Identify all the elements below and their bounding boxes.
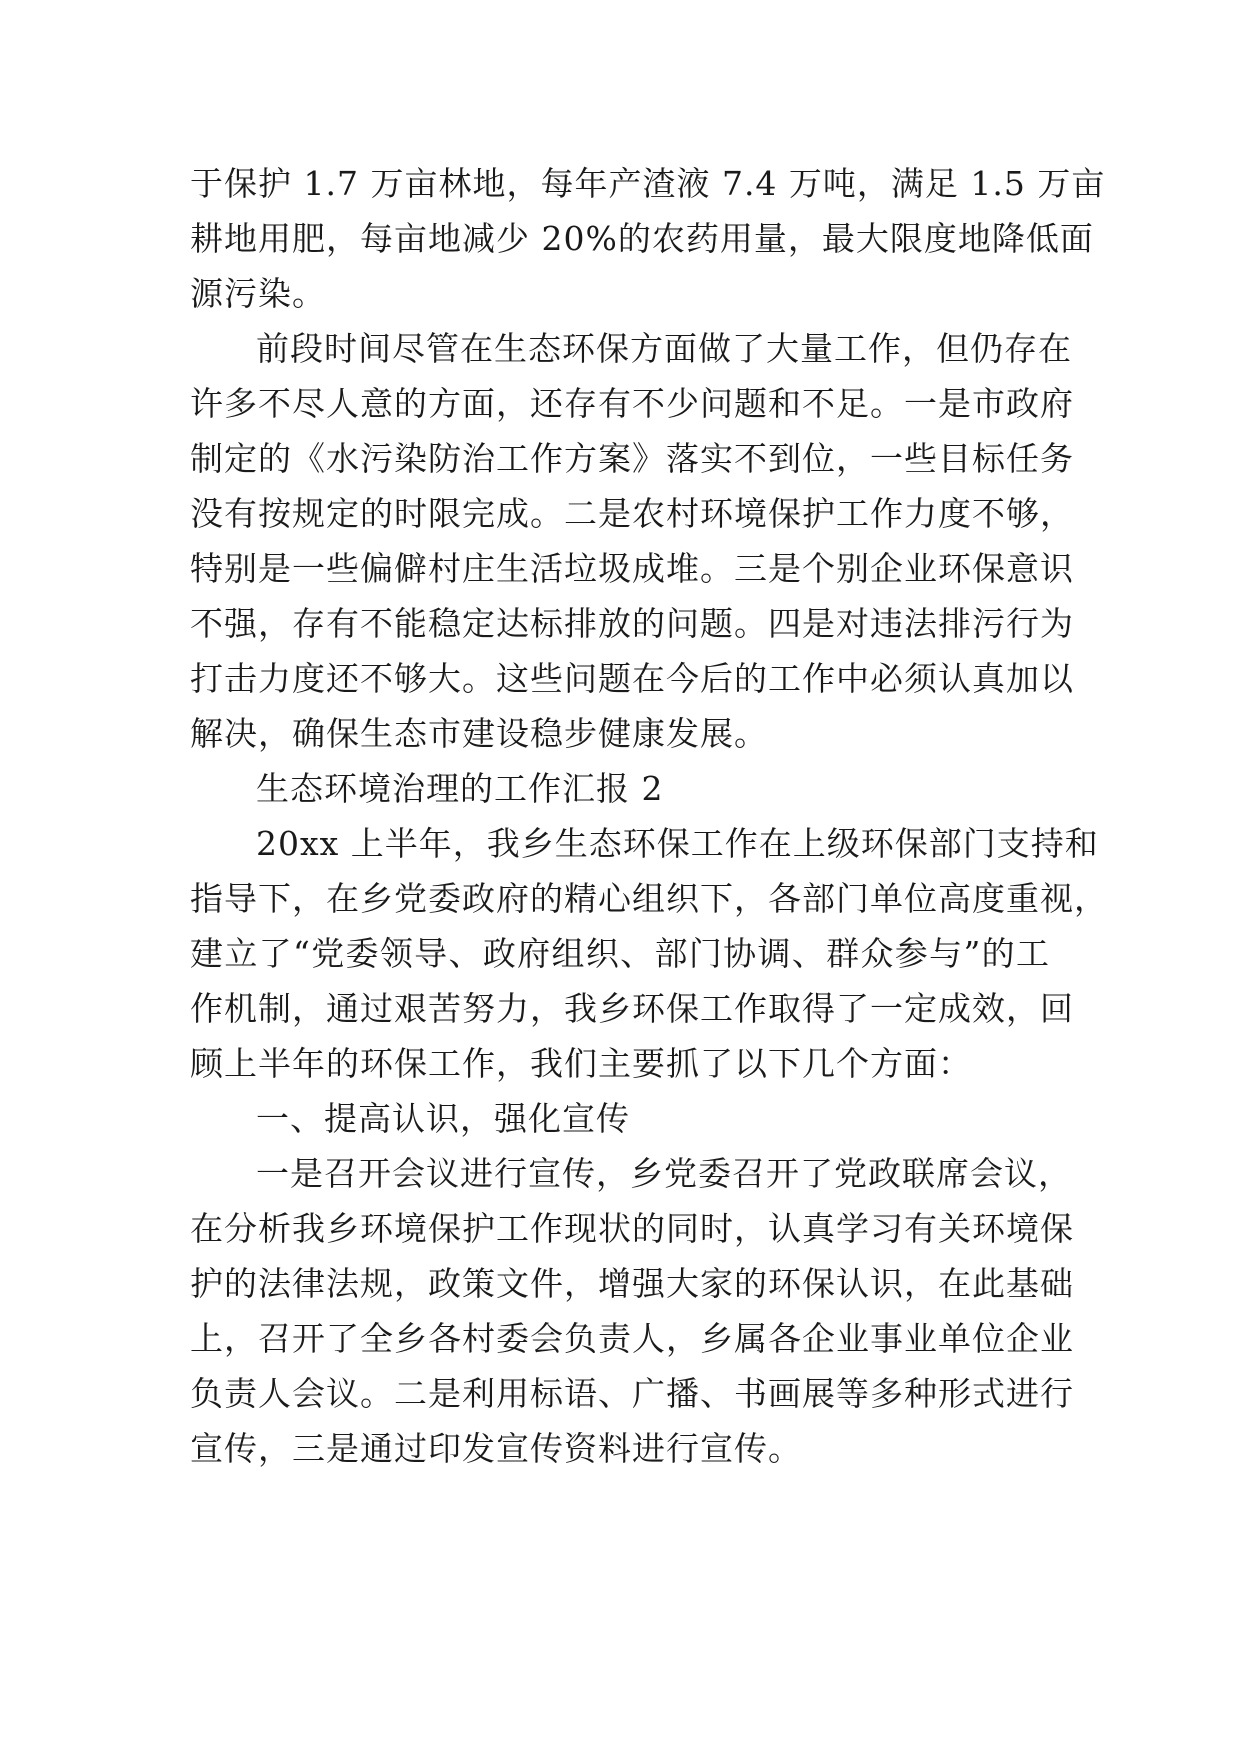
- text-line: 在分析我乡环境保护工作现状的同时，认真学习有关环境保: [190, 1209, 1074, 1248]
- section-title: 生态环境治理的工作汇报 2: [256, 769, 664, 808]
- text-line: 解决，确保生态市建设稳步健康发展。: [190, 714, 768, 753]
- document-body: [190, 156, 1108, 1476]
- text-line: 宣传，三是通过印发宣传资料进行宣传。: [190, 1429, 802, 1468]
- text-line: 没有按规定的时限完成。二是农村环境保护工作力度不够，: [190, 494, 1074, 533]
- text-line: 上，召开了全乡各村委会负责人，乡属各企业事业单位企业: [190, 1319, 1074, 1358]
- text-line: 护的法律法规，政策文件，增强大家的环保认识，在此基础: [190, 1264, 1074, 1303]
- text-line: 耕地用肥，每亩地减少 20%的农药用量，最大限度地降低面: [190, 219, 1094, 258]
- text-line: 于保护 1.7 万亩林地，每年产渣液 7.4 万吨，满足 1.5 万亩: [190, 164, 1106, 203]
- text-line: 制定的《水污染防治工作方案》落实不到位，一些目标任务: [190, 439, 1074, 478]
- text-line: 指导下，在乡党委政府的精心组织下，各部门单位高度重视，: [190, 879, 1108, 918]
- section-heading: 一、提高认识，强化宣传: [256, 1099, 630, 1138]
- text-line: 一是召开会议进行宣传，乡党委召开了党政联席会议，: [256, 1154, 1072, 1193]
- text-line: 负责人会议。二是利用标语、广播、书画展等多种形式进行: [190, 1374, 1074, 1413]
- text-line: 作机制，通过艰苦努力，我乡环保工作取得了一定成效，回: [190, 989, 1074, 1028]
- text-line: 20xx 上半年，我乡生态环保工作在上级环保部门支持和: [256, 824, 1099, 863]
- text-line: 特别是一些偏僻村庄生活垃圾成堆。三是个别企业环保意识: [190, 549, 1074, 588]
- text-line: 建立了“党委领导、政府组织、部门协调、群众参与”的工: [190, 934, 1050, 973]
- text-line: 许多不尽人意的方面，还存有不少问题和不足。一是市政府: [190, 384, 1074, 423]
- text-line: 源污染。: [190, 274, 326, 313]
- text-line: 不强，存有不能稳定达标排放的问题。四是对违法排污行为: [190, 604, 1074, 643]
- text-line: 打击力度还不够大。这些问题在今后的工作中必须认真加以: [190, 659, 1074, 698]
- text-line: 顾上半年的环保工作，我们主要抓了以下几个方面：: [190, 1044, 972, 1083]
- text-line: 前段时间尽管在生态环保方面做了大量工作，但仍存在: [256, 329, 1072, 368]
